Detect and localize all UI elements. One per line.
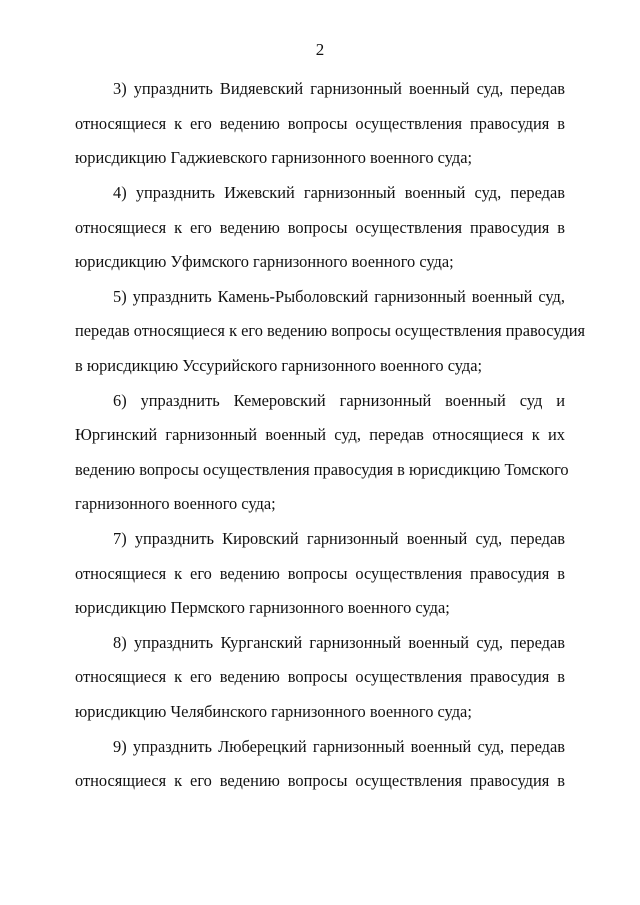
item-5-line-2: передав относящиеся к его ведению вопросы осуществления правосудия — [75, 321, 586, 340]
item-9-line-1: 9) упразднить Люберецкий гарнизонный военный суд, передав — [113, 737, 565, 756]
item-6-line-4: гарнизонного военного суда; — [75, 494, 276, 513]
item-9-line-2: относящиеся к его ведению вопросы осуществления правосудия в — [75, 771, 565, 790]
item-6-line-2: Юргинский гарнизонный военный суд, передав относящиеся к их — [75, 425, 565, 444]
item-7-line-1: 7) упразднить Кировский гарнизонный военный суд, передав — [113, 529, 565, 548]
item-3-line-3: юрисдикцию Гаджиевского гарнизонного военного суда; — [75, 148, 473, 167]
item-8-line-2: относящиеся к его ведению вопросы осуществления правосудия в — [75, 667, 565, 686]
item-6-line-3: ведению вопросы осуществления правосудия в юрисдикцию Томского — [75, 460, 569, 479]
item-8-line-3: юрисдикцию Челябинского гарнизонного военного суда; — [75, 702, 472, 721]
item-8-line-1: 8) упразднить Курганский гарнизонный военный суд, передав — [113, 633, 565, 652]
item-5-line-3: в юрисдикцию Уссурийского гарнизонного военного суда; — [75, 356, 483, 375]
item-4-line-3: юрисдикцию Уфимского гарнизонного военного суда; — [75, 252, 454, 271]
item-5-line-1: 5) упразднить Камень-Рыболовский гарнизонный военный суд, — [113, 287, 565, 306]
item-3-line-2: относящиеся к его ведению вопросы осуществления правосудия в — [75, 114, 565, 133]
item-7-line-2: относящиеся к его ведению вопросы осуществления правосудия в — [75, 564, 565, 583]
page-number: 2 — [315, 40, 325, 59]
item-3-line-1: 3) упразднить Видяевский гарнизонный военный суд, передав — [113, 79, 565, 98]
item-7-line-3: юрисдикцию Пермского гарнизонного военного суда; — [75, 598, 450, 617]
item-6-line-1: 6) упразднить Кемеровский гарнизонный военный суд и — [113, 391, 565, 410]
item-4-line-1: 4) упразднить Ижевский гарнизонный военный суд, передав — [113, 183, 565, 202]
item-4-line-2: относящиеся к его ведению вопросы осуществления правосудия в — [75, 218, 565, 237]
